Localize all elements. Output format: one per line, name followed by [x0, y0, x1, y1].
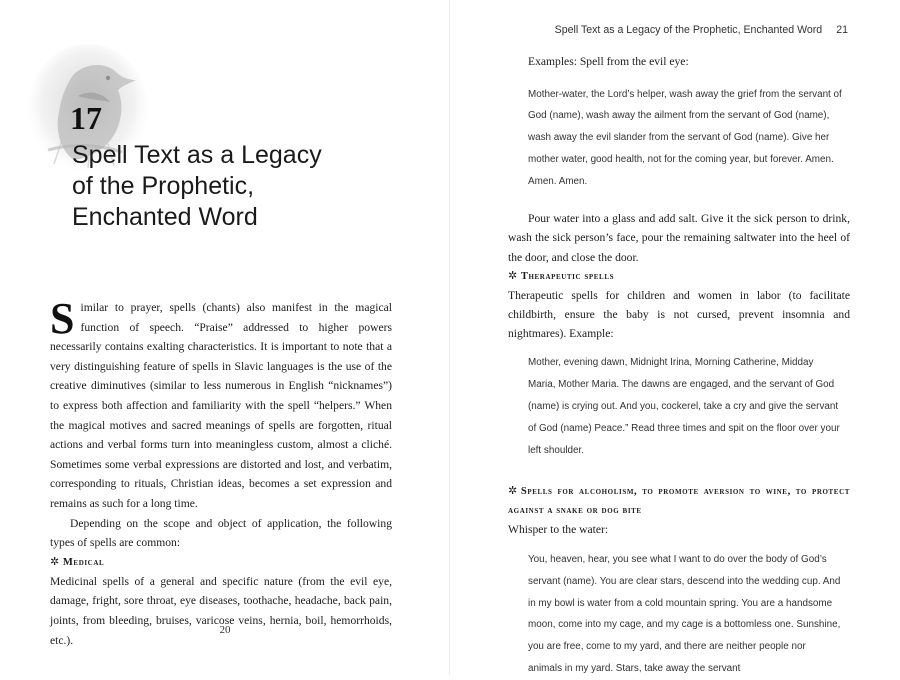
medical-paragraph: Medicinal spells of a general and specific nature (from the evil eye, damage, fright, sore throat, eye diseases, toothache, headache, back pain, joints, from bleeding, bruises, varicose veins, hernia, boil, hemorrhoids, etc.).	[50, 574, 392, 647]
section-heading-text: Spells for alcoholism, to promote aversion to wine, to protect against a snake or dog bite	[508, 486, 850, 517]
examples-intro: Examples: Spell from the evil eye:	[528, 55, 689, 68]
running-head-title: Spell Text as a Legacy of the Prophetic, Enchanted Word	[554, 24, 823, 36]
section-heading-text: Medical	[62, 556, 105, 568]
intro-paragraph-text: imilar to prayer, spells (chants) also manifest in the magical function of speech. “Praise” addressed to higher powers necessarily contains exalting characteristics. It is important to note that a very distinguishing feature of spells in Slavic languages is the use of the creative diminutives (similar to less numerous in English “nicknames”) to express both affection and familiarity with the spell “helpers.” When the magical motives and sacred meanings of spells are forgotten, ritual actions and verbal forms turn into meaningless custom, almost a cliché. Sometimes some verbal expressions are distorted and lost, and verbatim, corresponding to rituals, Christian ideas, becomes a set expression and remains as such for a long time.	[50, 301, 392, 510]
chapter-title-line: Spell Text as a Legacy	[72, 141, 322, 169]
page-number-right: 21	[836, 24, 848, 36]
chapter-title-line: Enchanted Word	[72, 203, 258, 231]
chapter-title-line: of the Prophetic,	[72, 172, 255, 200]
intro-paragraph	[50, 294, 392, 514]
spell-quote-dawn: Mother, evening dawn, Midnight Irina, Morning Catherine, Midday Maria, Mother Maria. The dawns are engaged, and the servant of God (name) is crying out. And you, cockerel, take a cry and give the servant of God (name) Peace.” Read three times and spit on the floor over your left shoulder.	[528, 357, 840, 456]
page-number-left: 20	[219, 624, 231, 636]
asterisk-ornament-icon: ✲	[508, 269, 518, 283]
running-head	[555, 24, 848, 36]
chapter-number: 17	[70, 100, 102, 136]
left-body-text	[50, 294, 392, 650]
whisper-line: Whisper to the water:	[508, 523, 609, 537]
section-heading-text: Therapeutic spells	[520, 271, 615, 283]
drop-cap: S	[50, 294, 75, 343]
chapter-title	[72, 140, 372, 233]
right-page	[450, 0, 900, 675]
section-heading-alcoholism	[508, 481, 850, 520]
right-body-text	[508, 52, 850, 680]
asterisk-ornament-icon: ✲	[508, 484, 518, 498]
instruction-paragraph: Pour water into a glass and add salt. Give it the sick person to drink, wash the sick person’s face, pour the remaining saltwater into the heel of the door, and close the door.	[508, 211, 850, 264]
section-heading-medical	[50, 553, 392, 572]
spell-quote-heaven: You, heaven, hear, you see what I want to do over the body of God’s servant (name). You are clear stars, descend into the wedding cup. And in my bowl is water from a cold mountain spring. You are a handsome moon, come into my cage, and my cage is a bottomless one. Sunshine, you are free, come to my yard, and there are neither people nor animals in my yard. Stars, take away the servant	[528, 553, 841, 674]
therapeutic-paragraph: Therapeutic spells for children and women in labor (to facilitate childbirth, ensure the baby is not cursed, prevent insomnia and nightmares). Example:	[508, 289, 850, 341]
spell-quote-evil-eye: Mother-water, the Lord’s helper, wash away the grief from the servant of God (name), wash away the ailment from the servant of God (name), wash away the evil slander from the servant of God (name). Give her mother water, good health, not for the coming year, but forever. Amen. Amen. Amen.	[528, 88, 842, 187]
left-page	[0, 0, 450, 675]
section-heading-therapeutic	[508, 267, 850, 286]
types-paragraph: Depending on the scope and object of application, the following types of spells are common:	[50, 516, 392, 550]
asterisk-ornament-icon: ✲	[50, 554, 60, 568]
